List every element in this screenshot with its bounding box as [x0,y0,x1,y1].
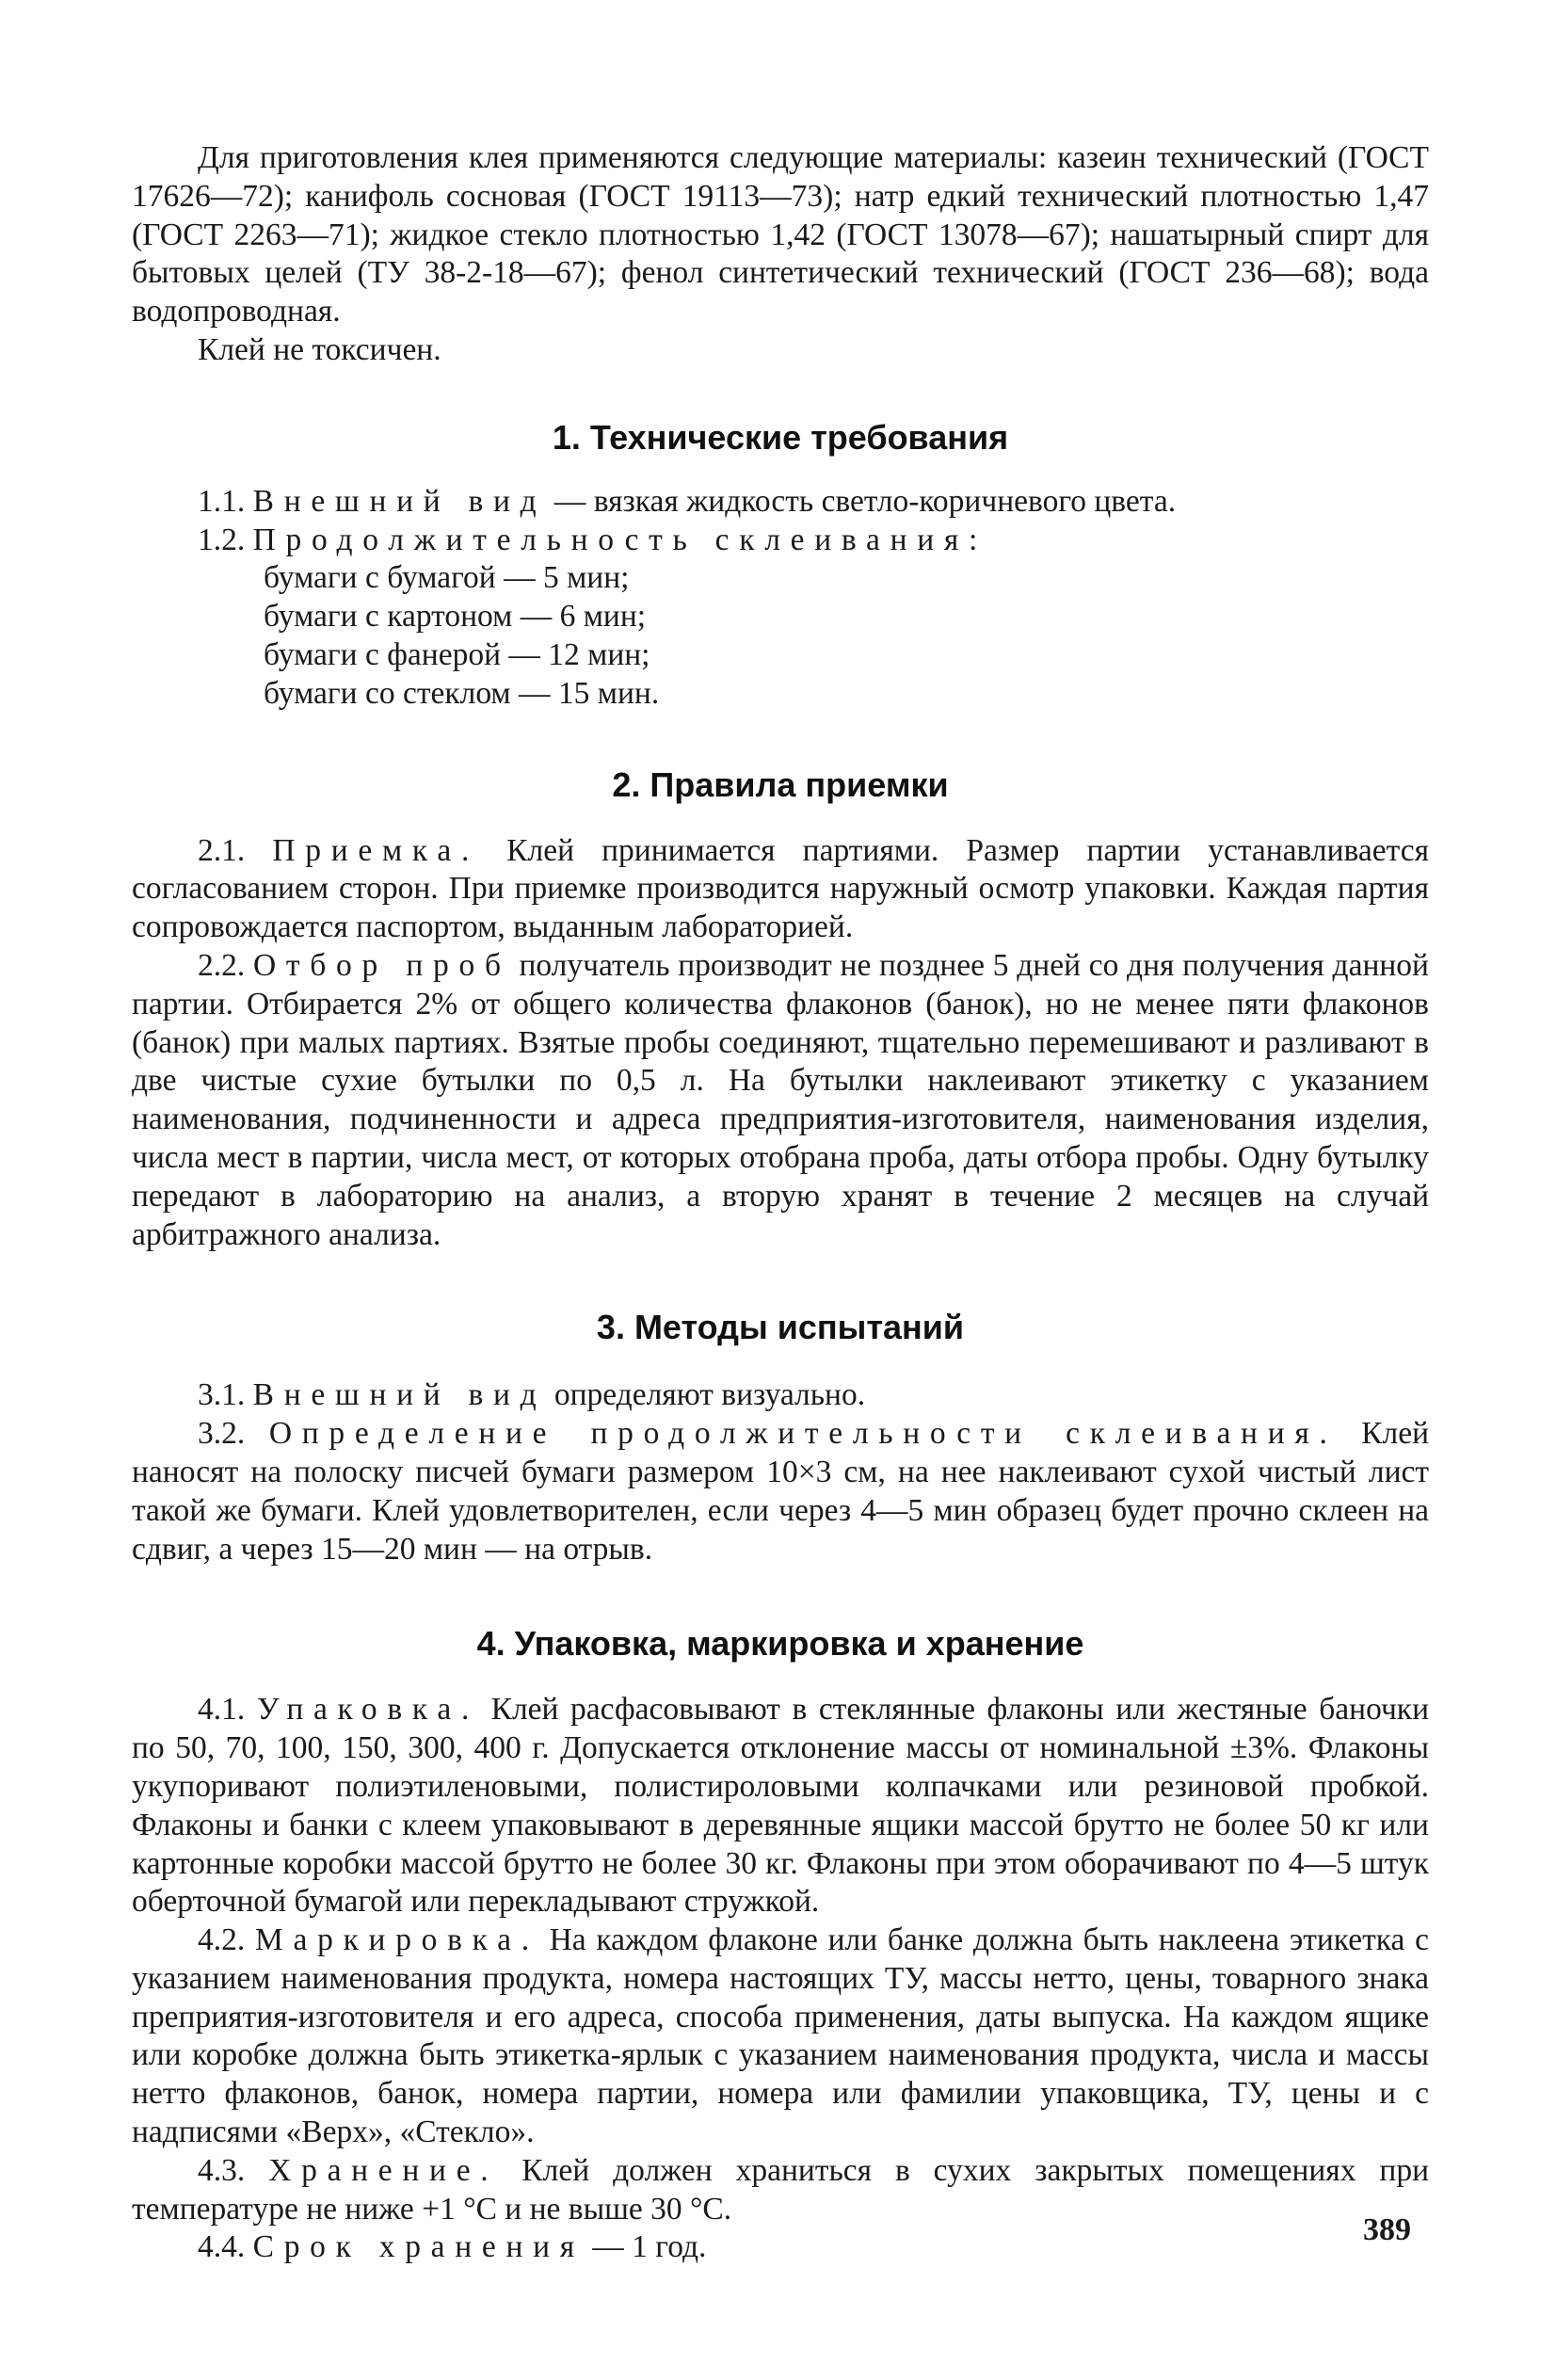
clause-number: 1.2. [198,522,246,557]
clause-1-2 [132,522,1429,560]
clause-number: 2.1. [198,832,246,868]
clause-3-1 [132,1376,1429,1415]
clause-3-2 [132,1415,1429,1568]
clause-4-1 [132,1691,1429,1922]
clause-number: 4.4. [198,2229,246,2265]
clause-text: Клей наносят на полоску писчей бумаги размером 10×3 см, на нее наклеивают сухой чистый лист такой же бумаги. Клей удовлетворителен, если через 4—5 мин образец будет прочно склеен на сдвиг, а через 15—20 мин — на отрыв. [132,1416,1429,1567]
section-1-heading: 1. Технические требования [552,417,1009,457]
section-4-heading: 4. Упаковка, маркировка и хранение [476,1624,1084,1664]
clause-term: Внешний вид [252,1377,547,1413]
clause-text: Клей должен храниться в сухих закрытых помещениях при температуре не ниже +1 °С и не выше 30 °С. [132,2152,1430,2227]
document-page [132,139,1429,2267]
list-item: бумаги со стеклом — 15 мин. [264,675,660,711]
clause-term: Упаковка. [256,1692,480,1728]
clause-4-4 [132,2228,1429,2267]
clause-number: 4.1. [198,1692,246,1728]
clause-term: Срок хранения [252,2229,585,2265]
clause-2-1 [132,832,1429,947]
bonding-time-list [132,559,1429,713]
clause-number: 4.2. [198,1922,246,1958]
clause-term: Продолжительность склеивания: [252,522,988,557]
clause-text: получатель производит не позднее 5 дней со дня получения данной партии. Отбирается 2% от общего количества флаконов (банок), но не менее пяти флаконов (банок) при малых партиях. Взятые пробы соединяют, тщательно перемешивают и разливают в две чистые сухие бутылки по 0,5 л. На бутылки наклеивают этикетку с указанием наименования, подчиненности и адреса предприятия-изготовителя, наименования изделия, числа мест в партии, числа мест, от которых отобрана проба, даты отбора пробы. Одну бутылку передают в лабораторию на анализ, а вторую хранят в течение 2 месяцев на случай арбитражного анализа. [132,947,1429,1252]
clause-text: — 1 год. [584,2229,707,2265]
list-item: бумаги с картоном — 6 мин; [264,599,647,635]
clause-4-3 [132,2152,1429,2229]
clause-text: — вязкая жидкость светло-коричневого цвета. [546,483,1177,519]
clause-term: Определение продолжительности склеивания. [268,1416,1338,1452]
section-3-heading: 3. Методы испытаний [596,1308,965,1347]
clause-term: Внешний вид [252,483,547,519]
clause-term: Отбор проб [252,947,511,983]
intro-toxicity-paragraph: Клей не токсичен. [198,331,441,367]
clause-number: 1.1. [198,483,246,519]
intro [132,139,1429,370]
clause-number: 3.1. [198,1377,246,1413]
clause-2-2 [132,947,1429,1254]
clause-number: 4.3. [198,2152,246,2188]
clause-text: Клей принимается партиями. Размер партии устанавливается согласованием сторон. При приемке производится наружный осмотр упаковки. Каждая партия сопровождается паспортом, выданным лабораторией. [132,832,1429,945]
clause-text: На каждом флаконе или банке должна быть наклеена этикетка с указанием наименования продукта, номера настоящих ТУ, массы нетто, цены, товарного знака преприятия-изготовителя и его адреса, способа применения, даты выпуска. На каждом ящике или коробке должна быть этикетка-ярлык с указанием наименования продукта, числа и массы нетто флаконов, банок, номера партии, номера или фамилии упаковщика, ТУ, цены и с надписями «Верх», «Стекло». [132,1922,1430,2150]
clause-number: 3.2. [198,1416,246,1452]
clause-term: Маркировка. [255,1922,539,1958]
clause-term: Приемка. [272,832,480,868]
list-item: бумаги с фанерой — 12 мин; [264,636,650,672]
clause-4-2 [132,1922,1429,2152]
clause-term: Хранение. [268,2152,499,2188]
section-2-heading: 2. Правила приемки [612,764,949,804]
clause-number: 2.2. [198,947,246,983]
intro-materials-paragraph: Для приготовления клея применяются следующие материалы: казеин технический (ГОСТ 17626—72); канифоль сосновая (ГОСТ 19113—73); натр едкий технический плотностью 1,47 (ГОСТ 2263—71); жидкое стекло плотностью 1,42 (ГОСТ 13078—67); нашатырный спирт для бытовых целей (ТУ 38-2-18—67); фенол синтетический технический (ГОСТ 236—68); вода водопроводная. [132,140,1429,330]
clause-1-1 [132,483,1429,522]
page-number: 389 [1363,2212,1411,2247]
clause-text: Клей расфасовывают в стеклянные флаконы или жестяные баночки по 50, 70, 100, 150, 300, 400 г. Допускается отклонение массы от номинальной ±3%. Флаконы укупоривают полиэтиленовыми, полистироловыми колпачками или резиновой пробкой. Флаконы и банки с клеем упаковывают в деревянные ящики массой брутто не более 50 кг или картонные коробки массой брутто не более 30 кг. Флаконы при этом оборачивают по 4—5 штук оберточной бумагой или перекладывают стружкой. [132,1692,1429,1920]
clause-text: определяют визуально. [546,1377,866,1413]
list-item: бумаги с бумагой — 5 мин; [264,560,630,596]
